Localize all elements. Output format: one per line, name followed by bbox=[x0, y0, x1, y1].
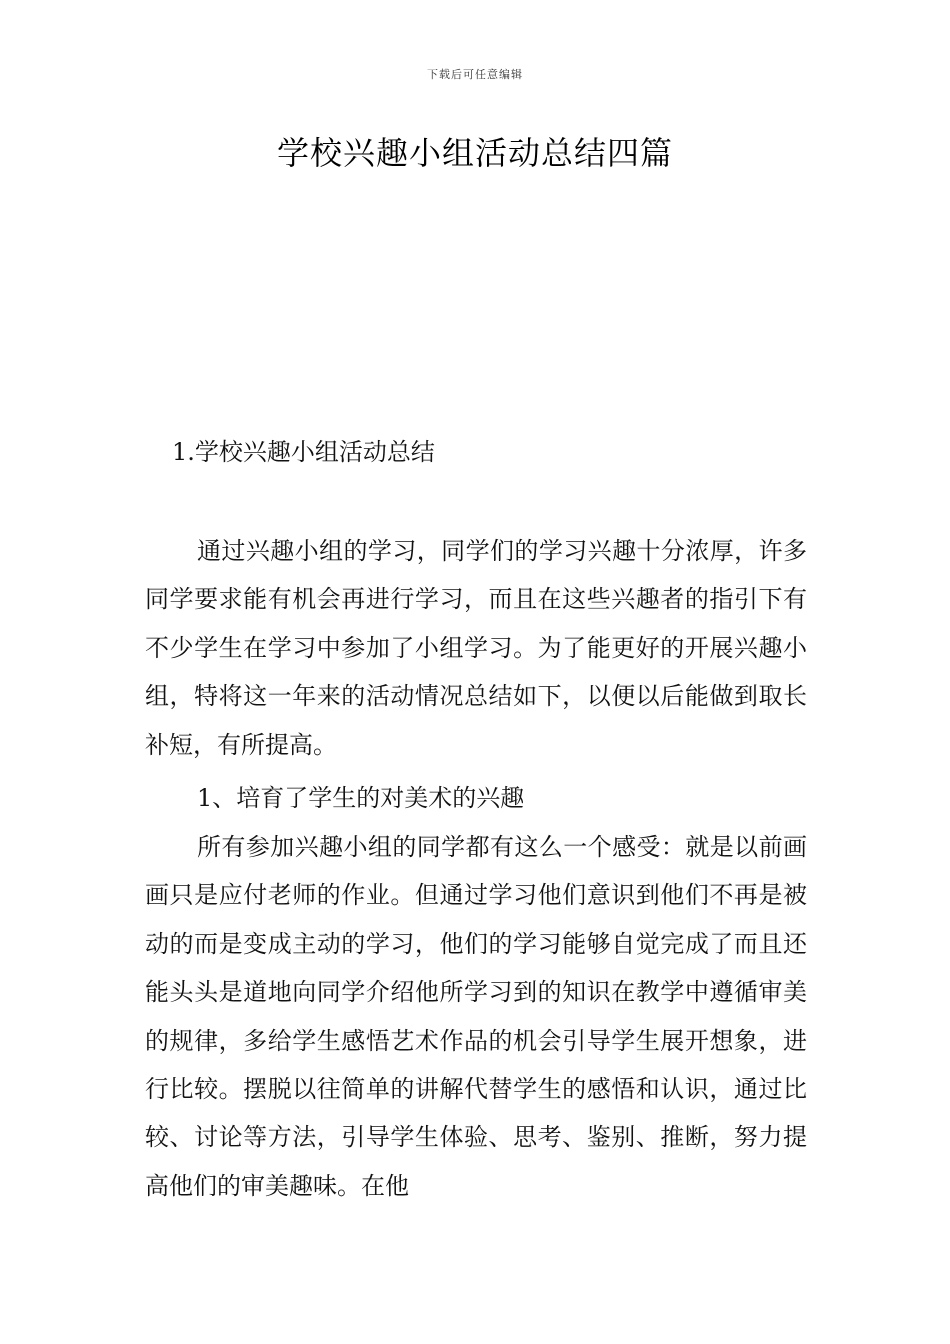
document-title: 学校兴趣小组活动总结四篇 bbox=[276, 134, 673, 172]
paragraph-intro: 通过兴趣小组的学习，同学们的学习兴趣十分浓厚，许多同学要求能有机会再进行学习，而且在这些兴趣者的指引下有不少学生在学习中参加了小组学习。为了能更好的开展兴趣小组，特将这一年来的活动情况总结如下，以便以后能做到取长补短，有所提高。 bbox=[145, 537, 807, 759]
section-heading: 1.学校兴趣小组活动总结 bbox=[172, 438, 435, 466]
sub-heading: 1、培育了学生的对美术的兴趣 bbox=[197, 784, 525, 812]
header-note: 下载后可任意编辑 bbox=[427, 68, 523, 81]
paragraph-body: 所有参加兴趣小组的同学都有这么一个感受：就是以前画画只是应付老师的作业。但通过学习他们意识到他们不再是被动的而是变成主动的学习，他们的学习能够自觉完成了而且还能头头是道地向同学介绍他所学习到的知识在教学中遵循审美的规律，多给学生感悟艺术作品的机会引导学生展开想象，进行比较。摆脱以往简单的讲解代替学生的感悟和认识，通过比较、讨论等方法，引导学生体验、思考、鉴别、推断，努力提高他们的审美趣味。在他 bbox=[145, 833, 807, 1200]
